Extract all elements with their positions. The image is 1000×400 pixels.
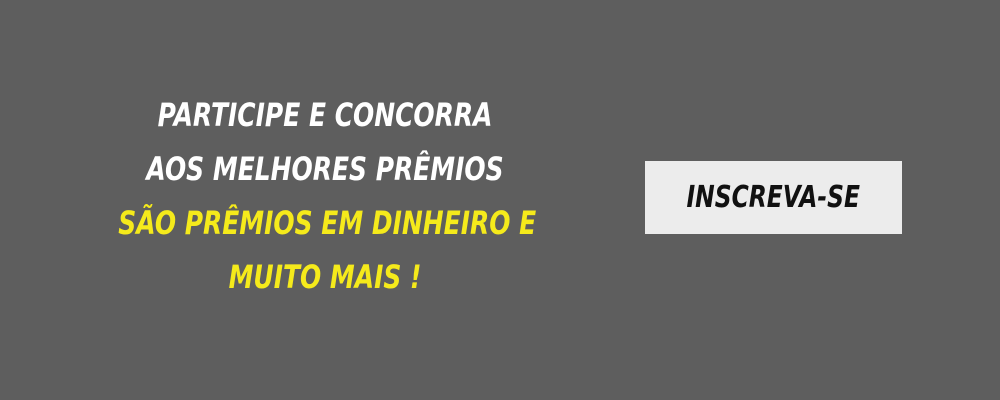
- signup-button-label: INSCREVA-SE: [686, 180, 861, 215]
- headline-line-1: PARTICIPE E CONCORRA: [157, 96, 493, 134]
- promo-text-block: [60, 88, 590, 304]
- signup-button[interactable]: [645, 161, 902, 234]
- highlight-line-2: MUITO MAIS !: [228, 258, 422, 296]
- highlight-line-1: SÃO PRÊMIOS EM DINHEIRO E: [118, 204, 537, 242]
- headline-line-2: AOS MELHORES PRÊMIOS: [146, 150, 504, 188]
